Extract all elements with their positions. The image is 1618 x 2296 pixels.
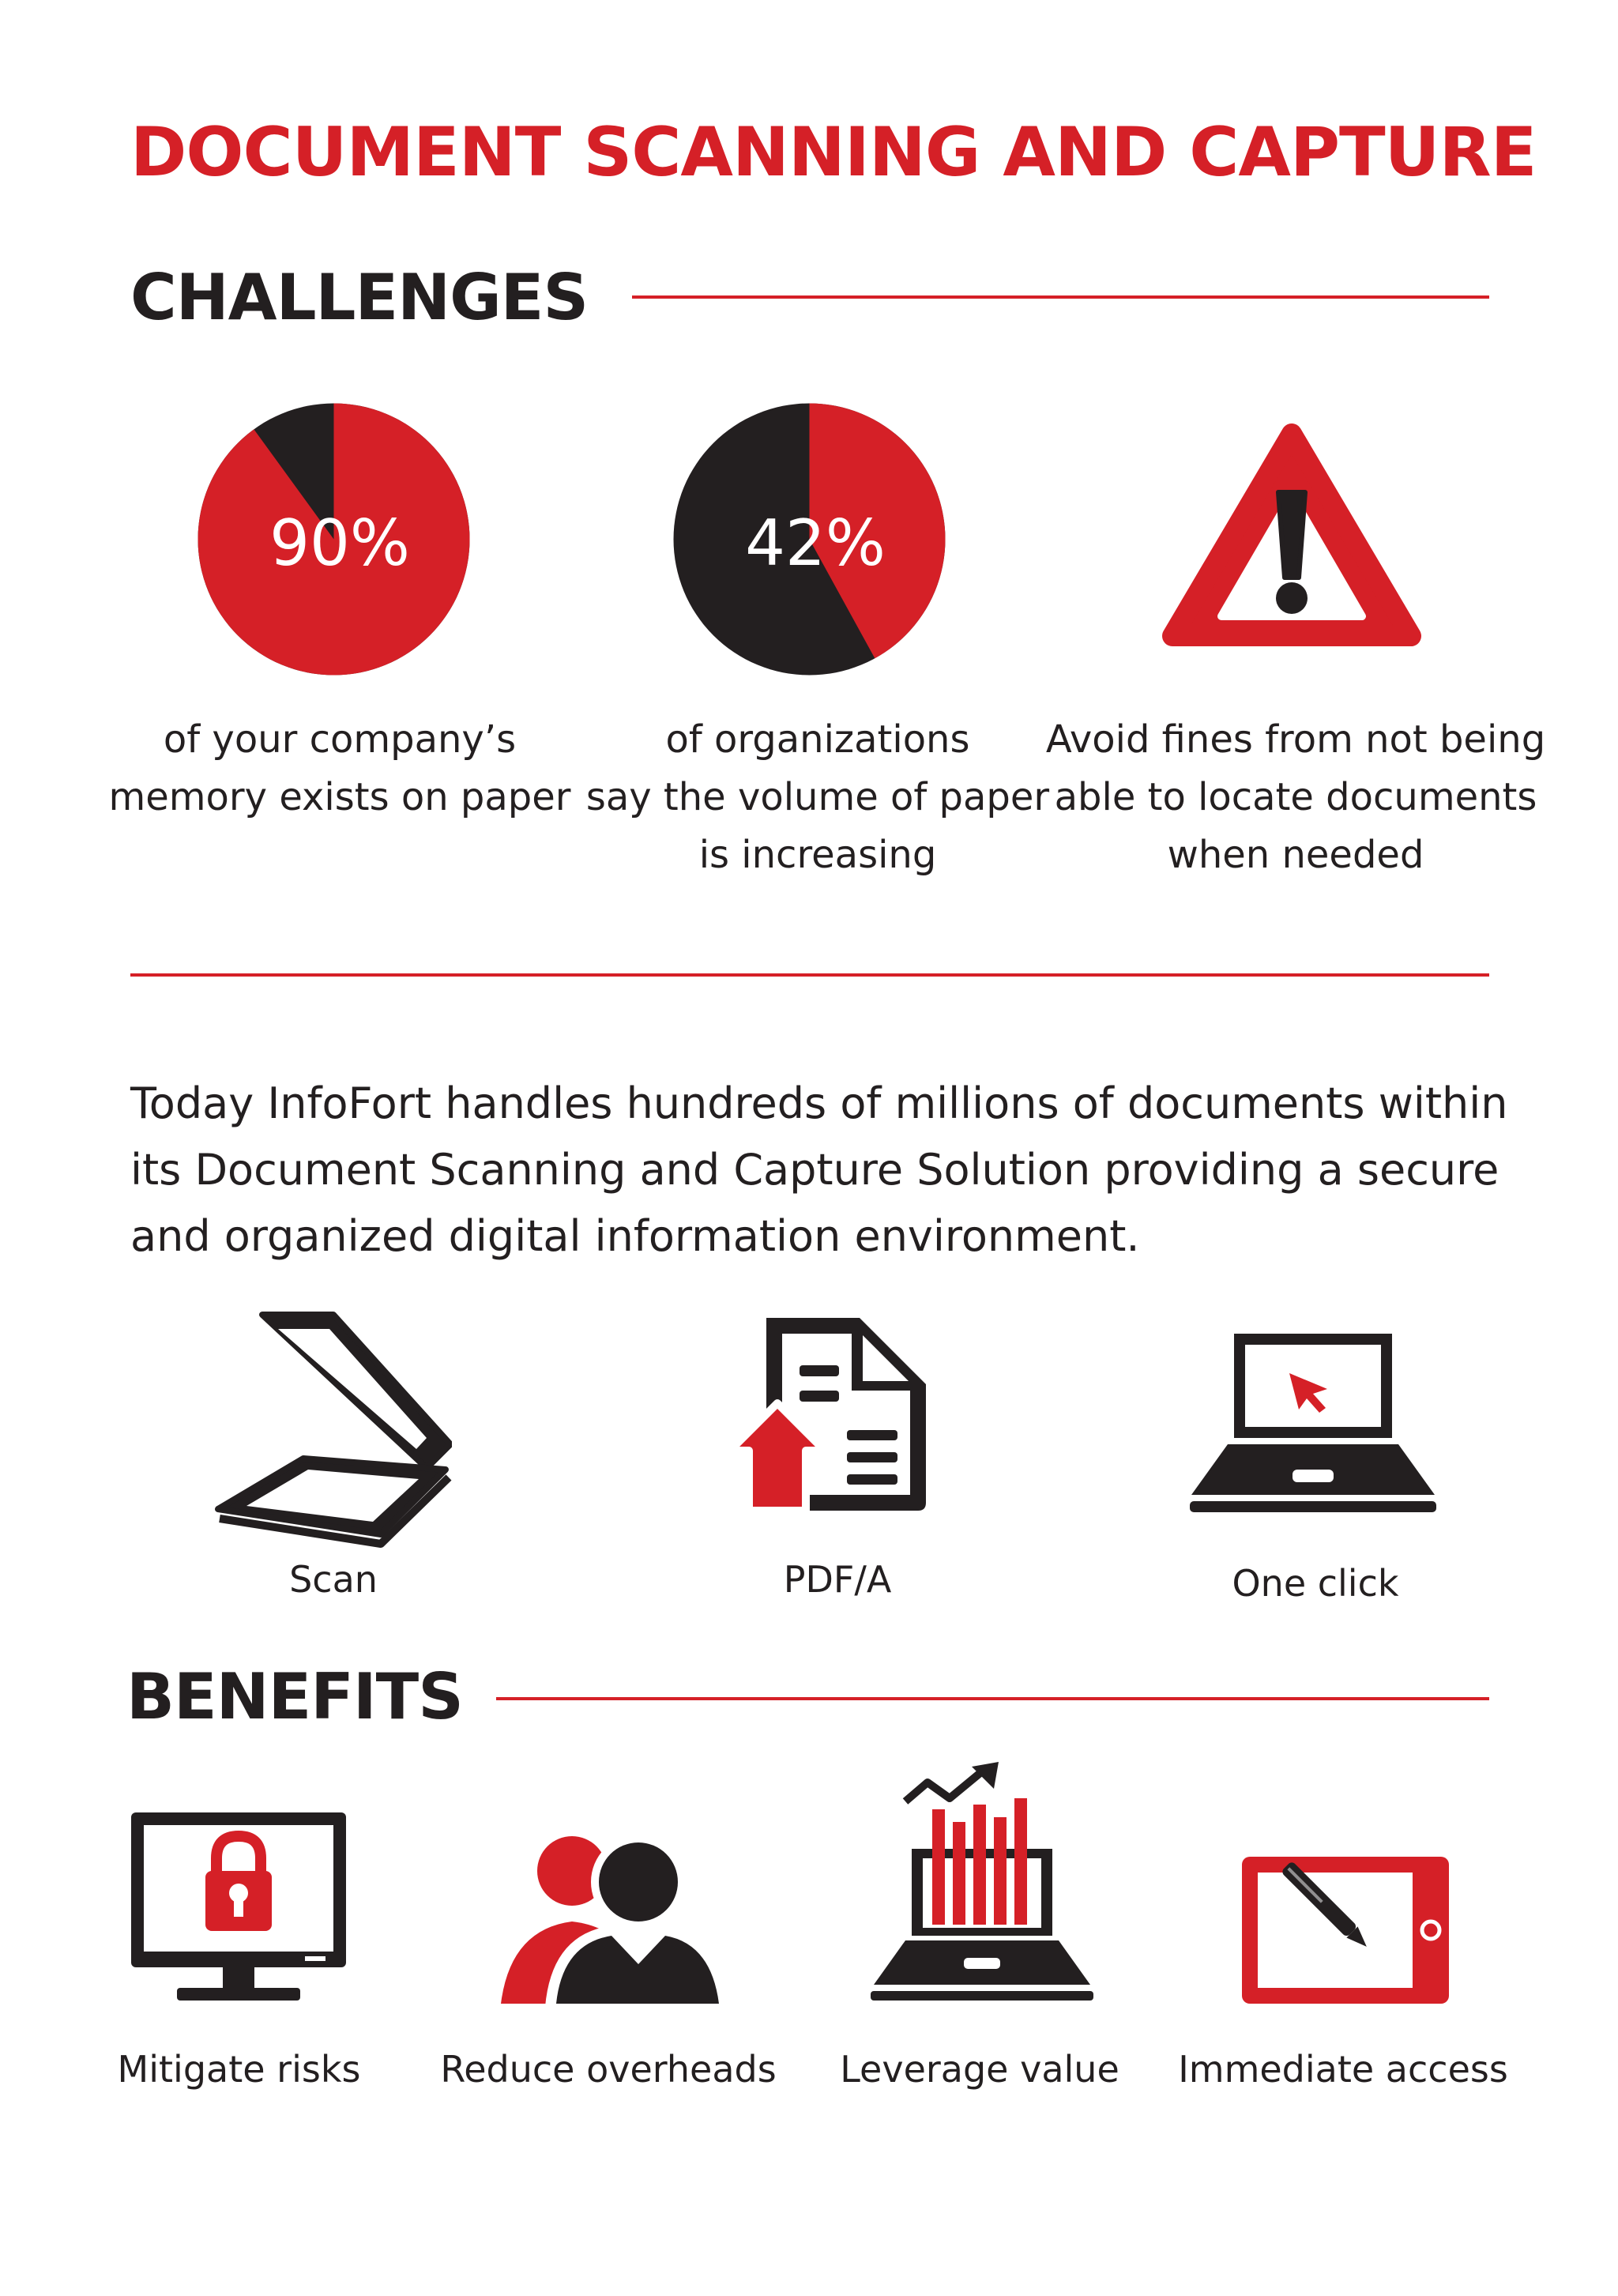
section-divider [130, 973, 1489, 977]
laptop-click-icon [1187, 1327, 1439, 1517]
page-title: DOCUMENT SCANNING AND CAPTURE [130, 113, 1537, 192]
exclamation-mark [1278, 492, 1305, 578]
benefit-label-reduce: Reduce overheads [440, 2048, 777, 2091]
laptop-chart-icon [867, 1760, 1097, 2005]
monitor-lock-icon [128, 1809, 349, 2007]
challenges-rule [632, 295, 1489, 299]
scanner-icon [215, 1312, 452, 1549]
challenge-caption-3: Avoid fines from not being able to locate documents when needed [1045, 717, 1546, 877]
warning-triangle-icon [1161, 423, 1422, 652]
pie-chart-icon [673, 403, 946, 676]
intro-paragraph: Today InfoFort handles hundreds of millions of documents within its Document Scanning and Capture Solution providing a secure and organized digital information environment. [130, 1078, 1508, 1261]
feature-label-pdfa: PDF/A [783, 1558, 892, 1601]
challenge-caption-1: of your company’s memory exists on paper [108, 717, 571, 819]
challenges-heading: CHALLENGES [130, 261, 589, 334]
tablet-pen-icon [1239, 1833, 1452, 2007]
percent-label: 90% [269, 506, 410, 580]
benefit-label-leverage: Leverage value [840, 2048, 1119, 2091]
feature-label-scan: Scan [289, 1558, 378, 1601]
benefit-label-mitigate: Mitigate risks [117, 2048, 361, 2091]
benefits-heading: BENEFITS [126, 1660, 463, 1733]
pdf-upload-icon [727, 1312, 932, 1517]
percent-label: 42% [745, 506, 886, 580]
benefits-rule [496, 1697, 1489, 1700]
feature-label-one-click: One click [1232, 1562, 1399, 1605]
people-icon [496, 1833, 725, 2007]
benefit-label-access: Immediate access [1178, 2048, 1508, 2091]
challenge-caption-2: of organizations say the volume of paper is increasing [585, 717, 1050, 877]
pie-chart-icon [198, 403, 470, 676]
